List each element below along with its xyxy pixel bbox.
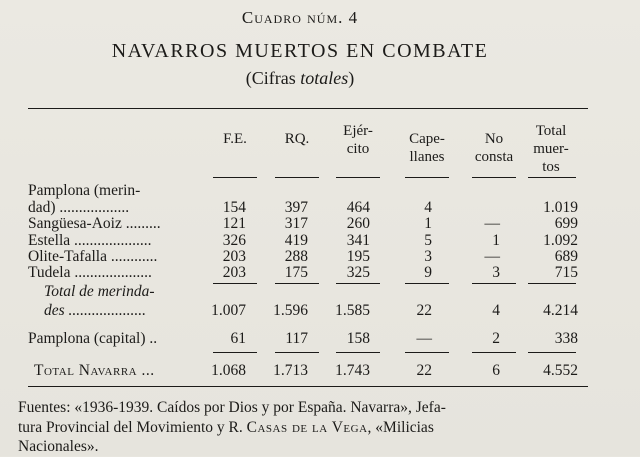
cell-subtotal-total: 4.214 (543, 302, 578, 319)
cell-subtotal-fe: 1.007 (211, 302, 246, 319)
cell-sanguesa-capellanes: 1 (424, 215, 432, 232)
rule-subtotal-ejercito (336, 283, 380, 284)
row-label-sanguesa: Sangüesa-Aoiz ......... (28, 215, 161, 232)
top-rule (28, 108, 588, 109)
cell-estella-capellanes: 5 (424, 232, 432, 249)
bottom-rule (28, 386, 588, 387)
source-line-2-b: , «Milicias (367, 419, 434, 436)
cell-pamplona-capellanes: 4 (424, 199, 432, 216)
rule-total-noconsta (472, 352, 516, 353)
cell-sanguesa-noconsta: — (484, 215, 500, 232)
rule-total-total (528, 352, 576, 353)
rule-total-ejercito (336, 352, 380, 353)
cell-capital-fe: 61 (230, 330, 246, 347)
rule-total-capellanes (405, 352, 449, 353)
cell-tudela-rq: 175 (284, 264, 308, 281)
header-underline-capellanes (405, 177, 449, 178)
subtitle-italic-word: totales (300, 68, 349, 88)
header-capellanes-1: Cape- (409, 131, 445, 147)
cell-total-fe: 1.068 (211, 362, 246, 379)
row-label-olite: Olite-Tafalla ............ (28, 248, 158, 265)
cell-estella-ejercito: 341 (346, 232, 370, 249)
cell-pamplona-total: 1.019 (543, 199, 578, 216)
header-underline-ejercito (336, 177, 380, 178)
header-ejercito-2: cito (346, 141, 370, 157)
cell-olite-noconsta: — (484, 248, 500, 265)
header-noconsta-2: consta (474, 149, 514, 165)
cell-estella-fe: 326 (222, 232, 246, 249)
header-underline-rq (275, 177, 319, 178)
header-underline-total (528, 177, 576, 178)
source-line-2-a: tura Provincial del Movimiento y R. (18, 419, 247, 436)
cell-capital-total: 338 (554, 330, 578, 347)
cell-total-ejercito: 1.743 (335, 362, 370, 379)
row-label-estella: Estella .................... (28, 232, 152, 249)
cell-total-total: 4.552 (543, 362, 578, 379)
row-label-pamplona-1: Pamplona (merin- (28, 182, 141, 199)
cell-estella-total: 1.092 (543, 232, 578, 249)
cell-total-capellanes: 22 (416, 362, 432, 379)
cell-pamplona-rq: 397 (284, 199, 308, 216)
header-total-3: tos (542, 159, 560, 175)
cell-capital-noconsta: 2 (492, 330, 500, 347)
cell-subtotal-capellanes: 22 (416, 302, 432, 319)
cell-sanguesa-fe: 121 (222, 215, 246, 232)
header-rq: RQ. (284, 131, 310, 147)
table-subtitle (0, 68, 600, 89)
cell-estella-noconsta: 1 (492, 232, 500, 249)
cell-capital-rq: 117 (285, 330, 308, 347)
rule-subtotal-capellanes (405, 283, 449, 284)
rule-subtotal-noconsta (472, 283, 516, 284)
source-author: Casas de la Vega (246, 419, 368, 436)
table-caption: Cuadro núm. 4 (241, 8, 359, 27)
capital-label: Pamplona (capital) .. (28, 330, 158, 347)
cell-olite-capellanes: 3 (424, 248, 432, 265)
subtotal-label-2: des .................... (44, 302, 147, 319)
row-label-pamplona-2: dad) .................. (28, 199, 130, 216)
header-total-2: muer- (533, 141, 569, 157)
header-underline-noconsta (472, 177, 516, 178)
table-title: NAVARROS MUERTOS EN COMBATE (111, 40, 489, 62)
cell-sanguesa-total: 699 (554, 215, 578, 232)
header-fe: F.E. (223, 131, 247, 147)
cell-subtotal-ejercito: 1.585 (335, 302, 370, 319)
header-ejercito-1: Ejér- (343, 123, 373, 139)
cell-tudela-total: 715 (554, 264, 578, 281)
cell-total-rq: 1.713 (273, 362, 308, 379)
rule-subtotal-total (528, 283, 576, 284)
total-label: Total Navarra ... (34, 362, 155, 379)
row-label-tudela: Tudela .................... (28, 264, 152, 281)
cell-olite-ejercito: 195 (346, 248, 370, 265)
cell-olite-fe: 203 (222, 248, 246, 265)
header-capellanes-2: llanes (409, 149, 445, 165)
rule-subtotal-fe (213, 283, 257, 284)
cell-total-noconsta: 6 (492, 362, 500, 379)
cell-subtotal-noconsta: 4 (492, 302, 500, 319)
rule-subtotal-rq (275, 283, 319, 284)
cell-sanguesa-ejercito: 260 (346, 215, 370, 232)
cell-olite-total: 689 (554, 248, 578, 265)
cell-olite-rq: 288 (284, 248, 308, 265)
cell-tudela-fe: 203 (222, 264, 246, 281)
header-noconsta-1: No (484, 131, 504, 147)
source-line-2 (18, 418, 434, 438)
cell-capital-capellanes: — (416, 330, 432, 347)
subtitle-text-after: ) (348, 68, 355, 88)
header-total-1: Total (535, 123, 567, 139)
rule-total-fe (213, 352, 257, 353)
cell-pamplona-ejercito: 464 (346, 199, 370, 216)
source-line-3: Nacionales». (18, 438, 99, 455)
cell-tudela-capellanes: 9 (424, 264, 432, 281)
subtitle-text-before: (Cifras (245, 68, 301, 88)
cell-estella-rq: 419 (284, 232, 308, 249)
header-underline-fe (213, 177, 257, 178)
cell-pamplona-fe: 154 (222, 199, 246, 216)
cell-sanguesa-rq: 317 (284, 215, 308, 232)
cell-tudela-ejercito: 325 (346, 264, 370, 281)
rule-total-rq (275, 352, 319, 353)
cell-subtotal-rq: 1.596 (273, 302, 308, 319)
cell-tudela-noconsta: 3 (492, 264, 500, 281)
subtotal-label-1: Total de merinda- (44, 283, 155, 300)
cell-capital-ejercito: 158 (346, 330, 370, 347)
source-line-1: Fuentes: «1936-1939. Caídos por Dios y por España. Navarra», Jefa- (18, 399, 446, 416)
